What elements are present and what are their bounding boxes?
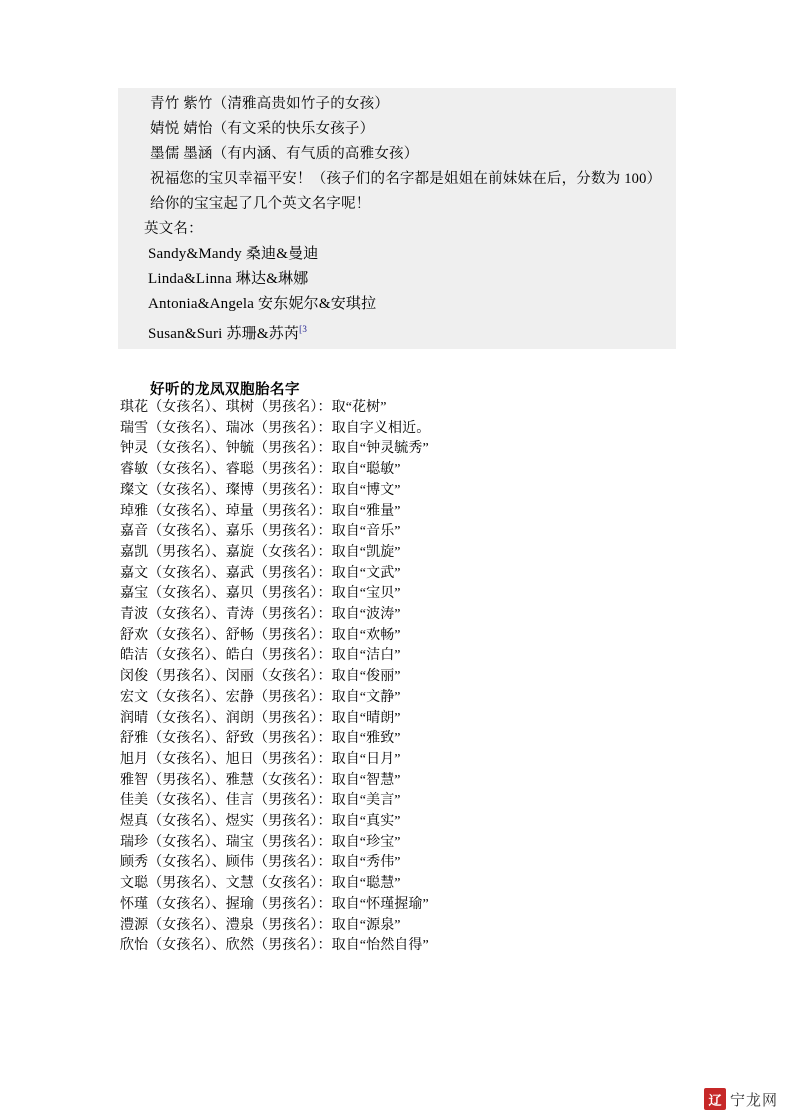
section-heading: 好听的龙凤双胞胎名字 [150,382,300,398]
list-item: 琪花（女孩名）、琪树（男孩名）：取“花树” [120,400,387,415]
list-item: 顾秀（女孩名）、顾伟（男孩名）：取自“秀伟” [120,855,401,871]
quote-line-english: Sandy&Mandy 桑迪&曼迪 [148,246,319,262]
list-item: 嘉宝（女孩名）、嘉贝（男孩名）：取自“宝贝” [120,586,401,602]
quote-line: 墨儒 墨涵（有内涵、有气质的高雅女孩） [150,146,419,162]
list-item: 煜真（女孩名）、煜实（男孩名）：取自“真实” [120,814,401,830]
list-item: 嘉凯（男孩名）、嘉旋（女孩名）：取自“凯旋” [120,544,401,560]
list-item: 佳美（女孩名）、佳言（男孩名）：取自“美言” [120,793,401,809]
quote-line: 给你的宝宝起了几个英文名字呢！ [150,196,371,212]
quote-line-english: Linda&Linna 琳达&琳娜 [148,271,309,287]
list-item: 雅智（男孩名）、雅慧（女孩名）：取自“智慧” [120,772,401,788]
list-item: 润晴（女孩名）、润朗（男孩名）：取自“晴朗” [120,710,401,726]
list-item: 宏文（女孩名）、宏静（男孩名）：取自“文静” [120,689,401,705]
list-item: 舒雅（女孩名）、舒致（男孩名）：取自“雅致” [120,731,401,747]
name-list [120,398,720,957]
watermark-text: 宁龙网 [729,1091,778,1109]
watermark-badge: 辽 [704,1088,726,1110]
quoted-text-block [118,88,676,349]
quote-line-english-text: Susan&Suri 苏珊&苏芮 [148,326,300,342]
quote-line-english [118,317,676,347]
list-item: 旭月（女孩名）、旭日（男孩名）：取自“日月” [120,751,401,767]
list-item: 青波（女孩名）、青涛（男孩名）：取自“波涛” [120,607,401,623]
list-item: 嘉音（女孩名）、嘉乐（男孩名）：取自“音乐” [120,524,401,540]
list-item: 琸雅（女孩名）、琸量（男孩名）：取自“雅量” [120,503,401,519]
list-item: 澧源（女孩名）、澧泉（男孩名）：取自“源泉” [120,917,401,933]
list-item: 钟灵（女孩名）、钟毓（男孩名）：取自“钟灵毓秀” [120,441,429,457]
list-item: 欣怡（女孩名）、欣然（男孩名）：取自“怡然自得” [120,938,429,954]
list-item: 怀瑾（女孩名）、握瑜（男孩名）：取自“怀瑾握瑜” [120,896,429,912]
quote-line: 青竹 紫竹（清雅高贵如竹子的女孩） [150,96,390,112]
list-item: 舒欢（女孩名）、舒畅（男孩名）：取自“欢畅” [120,627,401,643]
list-item: 瑞雪（女孩名）、瑞冰（男孩名）：取自字义相近。 [120,420,431,436]
list-item: 璨文（女孩名）、璨博（男孩名）：取自“博文” [120,482,401,498]
quote-line: 婧悦 婧怡（有文采的快乐女孩子） [150,121,375,137]
list-item: 闵俊（男孩名）、闵丽（女孩名）：取自“俊丽” [120,669,401,685]
list-item: 文聪（男孩名）、文慧（女孩名）：取自“聪慧” [120,876,401,892]
watermark [704,1088,778,1110]
citation-marker[interactable]: [3 [299,324,308,334]
quote-line-english: Antonia&Angela 安东妮尔&安琪拉 [148,296,377,312]
quote-line: 祝福您的宝贝幸福平安！（孩子们的名字都是姐姐在前妹妹在后，分数为 100） [150,171,662,187]
list-item: 嘉文（女孩名）、嘉武（男孩名）：取自“文武” [120,565,401,581]
list-item: 睿敏（女孩名）、睿聪（男孩名）：取自“聪敏” [120,462,401,478]
list-item: 瑞珍（女孩名）、瑞宝（男孩名）：取自“珍宝” [120,834,401,850]
list-item: 皓洁（女孩名）、皓白（男孩名）：取自“洁白” [120,648,401,664]
quote-line: 英文名： [144,221,203,237]
